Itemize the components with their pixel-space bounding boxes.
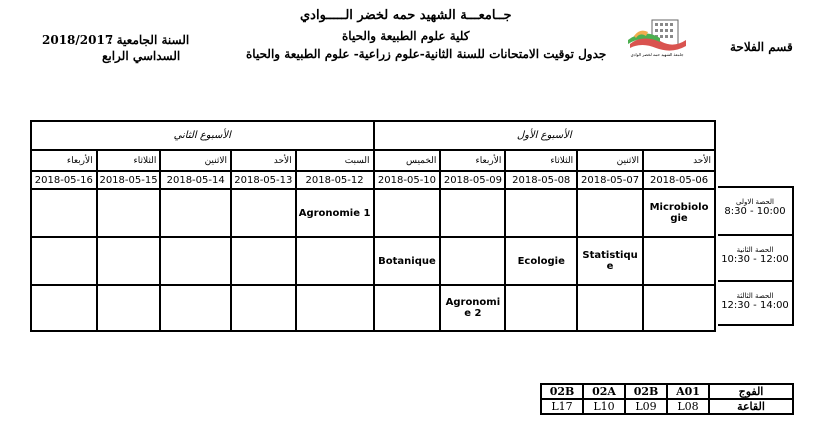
day-name: الاثنين [160, 150, 231, 171]
exam-subject: Agronomi [445, 297, 501, 308]
group-cell: 02B [541, 384, 583, 399]
session-label [718, 234, 794, 282]
session-label [718, 280, 794, 326]
schedule-title: جدول توقيت الامتحانات للسنة الثانية-علوم زراعية- علوم الطبيعة والحياة [246, 47, 607, 61]
day-date: 2018-05-06 [643, 171, 715, 189]
day-date: 2018-05-12 [296, 171, 374, 189]
day-date: 2018-05-09 [440, 171, 505, 189]
day-date: 2018-05-07 [577, 171, 643, 189]
logo-caption: جامعة الشهيد حمه لخضر الوادي [630, 52, 684, 57]
exam-slot [440, 237, 505, 285]
university-logo [626, 14, 688, 58]
session-time: 8:30 - 10:00 [724, 206, 786, 217]
group-label: الفوج [709, 384, 793, 399]
day-date: 2018-05-08 [505, 171, 577, 189]
room-cell: L10 [583, 399, 625, 414]
exam-slot [643, 237, 715, 285]
group-cell: 02B [625, 384, 667, 399]
session-name: الحصة الثالثة [736, 292, 774, 300]
exam-subject: Botanique [378, 255, 436, 267]
academic-year: 2018/2017 [42, 33, 114, 47]
day-date: 2018-05-13 [231, 171, 296, 189]
day-name: الأحد [231, 150, 296, 171]
exam-slot [505, 285, 577, 331]
room-cell: L17 [541, 399, 583, 414]
day-name: الأربعاء [31, 150, 97, 171]
day-date: 2018-05-14 [160, 171, 231, 189]
session-row [31, 189, 715, 237]
exam-slot [296, 237, 374, 285]
exam-slot [31, 285, 97, 331]
exam-slot [31, 189, 97, 237]
department-name: قسم الفلاحة [730, 40, 793, 54]
exam-slot [374, 237, 441, 285]
exam-slot [643, 285, 715, 331]
day-date: 2018-05-16 [31, 171, 97, 189]
day-name: الثلاثاء [97, 150, 161, 171]
exam-subject-cont: gie [670, 213, 688, 224]
session-row [31, 285, 715, 331]
session-time: 12:30 - 14:00 [721, 300, 789, 311]
university-name: جــامعـــة الشهيد حمه لخضر الـــــوادي [300, 8, 512, 23]
semester: السداسي الرابع [102, 49, 181, 63]
exam-slot [160, 237, 231, 285]
exam-slot [440, 189, 505, 237]
exam-slot [160, 189, 231, 237]
exam-slot [97, 237, 161, 285]
exam-slot [31, 237, 97, 285]
group-cell: A01 [667, 384, 709, 399]
session-name: الحصة الثانية [736, 246, 774, 254]
day-name: الثلاثاء [505, 150, 577, 171]
day-name: الاثنين [577, 150, 643, 171]
exam-slot [231, 285, 296, 331]
exam-slot [296, 189, 374, 237]
day-name: الأربعاء [440, 150, 505, 171]
exam-subject: Agronomie 1 [298, 207, 371, 219]
room-cell: L08 [667, 399, 709, 414]
exam-slot [97, 285, 161, 331]
exam-slot [505, 237, 577, 285]
exam-subject: Microbiolo [649, 202, 709, 213]
group-cell: 02A [583, 384, 625, 399]
session-row [31, 237, 715, 285]
group-room-table [540, 383, 794, 415]
day-name: السبت [296, 150, 374, 171]
session-name: الحصة الاولى [736, 198, 774, 206]
session-label [718, 186, 794, 236]
room-label: القاعة [709, 399, 793, 414]
exam-subject-cont: e 2 [464, 308, 482, 319]
exam-slot [160, 285, 231, 331]
day-date: 2018-05-10 [374, 171, 441, 189]
exam-slot [374, 189, 441, 237]
exam-subject: Ecologie [517, 255, 565, 267]
day-name: الأحد [643, 150, 715, 171]
exam-slot [577, 237, 643, 285]
exam-slot [440, 285, 505, 331]
exam-slot [643, 189, 715, 237]
faculty-name: كلية علوم الطبيعة والحياة [342, 29, 470, 43]
day-name: الخميس [374, 150, 441, 171]
day-date: 2018-05-15 [97, 171, 161, 189]
exam-slot [577, 189, 643, 237]
exam-subject-cont: e [606, 261, 614, 272]
exam-slot [374, 285, 441, 331]
week-1-header: الأسبوع الأول [374, 121, 715, 150]
room-cell: L09 [625, 399, 667, 414]
exam-slot [296, 285, 374, 331]
academic-year-label: السنة الجامعية : [108, 33, 190, 47]
exam-slot [505, 189, 577, 237]
exam-subject: Statistiqu [582, 250, 638, 261]
session-time: 10:30 - 12:00 [721, 254, 789, 265]
exam-slot [231, 189, 296, 237]
week-2-header: الأسبوع الثاني [31, 121, 374, 150]
exam-slot [231, 237, 296, 285]
exam-slot [577, 285, 643, 331]
exam-schedule-table [30, 120, 716, 332]
exam-slot [97, 189, 161, 237]
